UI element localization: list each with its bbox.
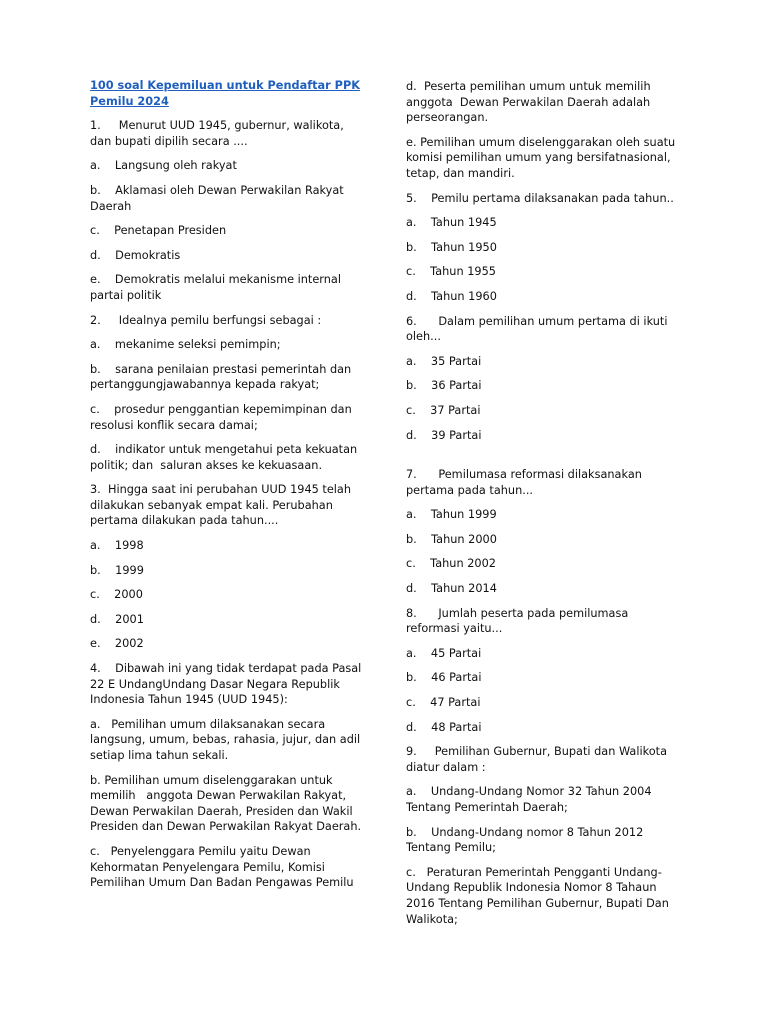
paragraph: 2. Idealnya pemilu berfungsi sebagai : xyxy=(90,313,322,327)
document-title[interactable]: 100 soal Kepemiluan untuk Pendaftar PPK Pemilu 2024 xyxy=(90,79,360,108)
paragraph: c. Peraturan Pemerintah Pengganti Undang-Undang Republik Indonesia Nomor 8 Tahaun 2016 Tentang Pemilihan Gubernur, Bupati Dan Walikota; xyxy=(406,865,673,926)
paragraph: b. Tahun 2000 xyxy=(406,532,497,546)
paragraph: 4. Dibawah ini yang tidak terdapat pada Pasal 22 E UndangUndang Dasar Negara Republik Indonesia Tahun 1945 (UUD 1945): xyxy=(90,662,365,707)
paragraph: 5. Pemilu pertama dilaksanakan pada tahun.. xyxy=(406,191,674,205)
paragraph: d. 2001 xyxy=(90,612,144,626)
paragraph: c. 37 Partai xyxy=(406,403,481,417)
paragraph: 6. Dalam pemilihan umum pertama di ikuti oleh... xyxy=(406,314,672,344)
paragraph: c. 47 Partai xyxy=(406,696,481,710)
paragraph: c. Tahun 1955 xyxy=(406,265,496,279)
paragraph: c. Penyelenggara Pemilu yaitu Dewan Kehormatan Penyelengara Pemilu, Komisi Pemilihan Umum Dan Badan Pengawas Pemilu xyxy=(90,844,354,890)
paragraph: 8. Jumlah peserta pada pemilumasa reformasi yaitu... xyxy=(406,606,632,636)
paragraph: d. Tahun 2014 xyxy=(406,582,497,596)
paragraph: a. Langsung oleh rakyat xyxy=(90,159,237,173)
right-column xyxy=(406,79,678,936)
paragraph: a. 45 Partai xyxy=(406,646,482,660)
paragraph: b. Undang-Undang nomor 8 Tahun 2012 Tentang Pemilu; xyxy=(406,825,647,855)
paragraph: b. 1999 xyxy=(90,563,144,577)
paragraph: c. 2000 xyxy=(90,588,143,602)
paragraph: d. Tahun 1960 xyxy=(406,289,497,303)
paragraph: c. Penetapan Presiden xyxy=(90,224,227,238)
paragraph: b. Pemilihan umum diselenggarakan untuk memilih anggota Dewan Perwakilan Rakyat, Dewan Perwakilan Daerah, Presiden dan Wakil Presiden dan Dewan Perwakilan Rakyat Daerah. xyxy=(90,773,362,834)
paragraph: a. mekanime seleksi pemimpin; xyxy=(90,338,281,352)
paragraph: a. Tahun 1945 xyxy=(406,216,497,230)
paragraph: a. Pemilihan umum dilaksanakan secara langsung, umum, bebas, rahasia, jujur, dan adil setiap lima tahun sekali. xyxy=(90,717,364,762)
paragraph: d. Peserta pemilihan umum untuk memilih anggota Dewan Perwakilan Daerah adalah perseorangan. xyxy=(406,80,655,125)
paragraph: d. 48 Partai xyxy=(406,720,482,734)
paragraph: e. Pemilihan umum diselenggarakan oleh suatu komisi pemilihan umum yang bersifatnasional, tetap, dan mandiri. xyxy=(406,135,679,180)
paragraph: b. sarana penilaian prestasi pemerintah dan pertanggungjawabannya kepada rakyat; xyxy=(90,362,355,392)
paragraph: b. Aklamasi oleh Dewan Perwakilan Rakyat Daerah xyxy=(90,183,348,213)
paragraph: c. Tahun 2002 xyxy=(406,557,496,571)
left-paragraphs xyxy=(90,118,365,891)
paragraph: a. 35 Partai xyxy=(406,354,482,368)
paragraph: b. Tahun 1950 xyxy=(406,240,497,254)
paragraph: 1. Menurut UUD 1945, gubernur, walikota, dan bupati dipilih secara .... xyxy=(90,119,348,148)
paragraph: e. 2002 xyxy=(90,637,144,651)
paragraph: 3. Hingga saat ini perubahan UUD 1945 telah dilakukan sebanyak empat kali. Perubahan pertama dilakukan pada tahun.... xyxy=(90,483,355,528)
paragraph: a. Tahun 1999 xyxy=(406,508,497,522)
left-column xyxy=(90,78,365,900)
paragraph: a. 1998 xyxy=(90,539,144,553)
paragraph: d. 39 Partai xyxy=(406,428,482,442)
paragraph: c. prosedur penggantian kepemimpinan dan resolusi konflik secara damai; xyxy=(90,402,356,432)
paragraph: b. 36 Partai xyxy=(406,379,482,393)
paragraph: 9. Pemilihan Gubernur, Bupati dan Walikota diatur dalam : xyxy=(406,745,671,774)
paragraph: e. Demokratis melalui mekanisme internal partai politik xyxy=(90,273,345,302)
paragraph: a. Undang-Undang Nomor 32 Tahun 2004 Tentang Pemerintah Daerah; xyxy=(406,785,656,814)
paragraph: b. 46 Partai xyxy=(406,671,482,685)
paragraph: d. indikator untuk mengetahui peta kekuatan politik; dan saluran akses ke kekuasaan. xyxy=(90,443,361,472)
paragraph: d. Demokratis xyxy=(90,248,181,262)
paragraph: 7. Pemilumasa reformasi dilaksanakan pertama pada tahun... xyxy=(406,468,646,497)
